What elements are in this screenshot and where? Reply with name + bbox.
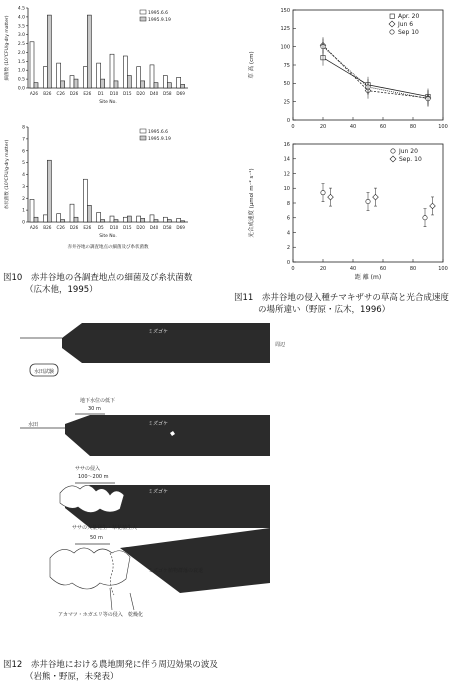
fig10-caption-line1: 図10 赤井谷地の各調査地点の細菌及び糸状菌数 xyxy=(3,273,193,283)
fig12-panel1-pond: 水田試験 xyxy=(34,369,55,375)
fig11b-xtick-label: 80 xyxy=(409,266,417,272)
fig11a-xtick-label: 40 xyxy=(349,124,357,130)
fig11b-point xyxy=(321,190,325,194)
fig12-panel3 xyxy=(60,465,270,528)
fig11b-ytick-label: 4 xyxy=(286,230,290,237)
fig11b-xtick-label: 40 xyxy=(349,266,357,272)
fig12-panel4-bog-body xyxy=(120,528,270,593)
fig10a-bar xyxy=(70,76,74,88)
fig11-top-chart xyxy=(245,0,460,135)
fig10-top-chart xyxy=(0,0,200,110)
fig10b-bar xyxy=(57,214,61,222)
fig10b-xtick-label: B26 xyxy=(43,225,52,230)
fig10b-xtick-label: D40 xyxy=(149,225,159,230)
fig10b-ytick-label: 8 xyxy=(22,125,25,131)
fig11b-xtick-label: 20 xyxy=(319,266,327,272)
fig10b-ytick-label: 4 xyxy=(22,173,25,178)
fig11b-ytick-label: 8 xyxy=(286,200,290,207)
fig10b-xtick-label: D58 xyxy=(163,225,172,230)
fig11a-series-line xyxy=(323,47,428,99)
fig10a-xtick-label: B26 xyxy=(43,91,52,96)
fig11a-xtick-label: 100 xyxy=(438,124,448,130)
fig10a-ytick-label: 2.5 xyxy=(17,42,25,48)
fig10b-bar xyxy=(177,218,181,222)
fig10a-xlabel: Site No. xyxy=(99,100,117,105)
fig11a-legend-label: Jun 6 xyxy=(398,21,414,28)
fig10a-xtick-label: D40 xyxy=(149,91,159,96)
fig10a-ytick-label: 0.5 xyxy=(17,77,25,83)
fig12-panel2-field: 水田 xyxy=(28,422,39,428)
fig10b-legend-swatch xyxy=(140,136,146,140)
fig11b-legend-marker xyxy=(391,149,395,153)
fig11b-ytick-label: 10 xyxy=(283,186,290,193)
fig10a-ytick-label: 1.5 xyxy=(17,59,25,65)
fig11a-legend-label: Apr. 20 xyxy=(398,13,420,20)
fig10b-xtick-label: D69 xyxy=(176,225,185,230)
fig11b-point xyxy=(328,194,334,200)
fig12-caption xyxy=(3,659,303,683)
fig10a-bar xyxy=(127,76,131,88)
fig10b-bar xyxy=(150,215,154,222)
fig10a-bar xyxy=(167,83,171,88)
fig11b-xlabel: 距 離 (m) xyxy=(354,274,382,281)
fig11a-legend-label: Sep 10 xyxy=(398,29,419,36)
fig11a-xtick-label: 20 xyxy=(319,124,327,130)
fig10a-bar xyxy=(47,15,51,88)
fig10-bottom-chart xyxy=(0,115,200,255)
fig10a-bar xyxy=(141,81,145,88)
fig10a-bar xyxy=(30,42,34,88)
fig10-bottom-chart-svg xyxy=(0,115,200,255)
fig12-panel4-label2: 50 m xyxy=(90,535,103,541)
fig10a-bar xyxy=(87,15,91,88)
fig11a-legend-marker xyxy=(390,30,394,34)
fig12-diagram-svg xyxy=(0,318,300,653)
fig11a-xtick-label: 0 xyxy=(291,124,295,130)
fig11b-xtick-label: 60 xyxy=(379,266,387,272)
fig12-panel3-label2: 100～200 m xyxy=(78,474,109,480)
fig11-top-chart-svg xyxy=(245,0,460,135)
fig12-panel1-label: ミズゴケ xyxy=(148,329,169,335)
fig10a-xtick-label: E26 xyxy=(83,91,92,96)
fig10a-bar xyxy=(181,84,185,88)
fig10a-xtick-label: D58 xyxy=(163,91,172,96)
fig10-caption xyxy=(3,272,233,296)
fig11a-frame xyxy=(293,10,443,120)
fig10b-ytick-label: 3 xyxy=(22,184,25,190)
fig10a-xtick-label: D20 xyxy=(136,91,145,96)
fig11a-xtick-label: 60 xyxy=(379,124,387,130)
fig10-site-caption: 赤井谷地の調査地点の細菌及び糸状菌数 xyxy=(67,245,149,250)
fig10a-legend-label: 1995.6.6 xyxy=(148,11,169,16)
fig10a-bar xyxy=(154,83,158,88)
fig11a-series-line xyxy=(323,58,428,97)
fig11b-point xyxy=(366,199,370,203)
fig10b-ytick-label: 2 xyxy=(22,196,25,202)
fig11b-ytick-label: 2 xyxy=(286,245,290,252)
fig11-bottom-chart-svg xyxy=(245,136,460,288)
fig10b-bar xyxy=(167,220,171,222)
fig10b-ytick-label: 0 xyxy=(22,220,25,226)
fig10a-xtick-label: D26 xyxy=(69,91,79,96)
fig11b-legend-label: Sep. 10 xyxy=(399,156,422,163)
fig10-caption-line2: （広木他，1995） xyxy=(25,285,98,295)
fig10a-xtick-label: D10 xyxy=(109,91,119,96)
fig10a-bar xyxy=(101,79,105,88)
fig10b-bar xyxy=(97,213,101,223)
fig10a-legend-label: 1995.9.19 xyxy=(148,18,171,23)
fig10b-ytick-label: 6 xyxy=(22,149,25,155)
fig10b-bar xyxy=(83,179,87,222)
fig10a-ytick-label: 4.5 xyxy=(17,6,25,12)
fig12-caption-line2: （岩熊・野原，未発表） xyxy=(25,672,119,682)
fig10a-bar xyxy=(110,54,114,88)
fig11a-series-line xyxy=(323,45,428,98)
fig10b-bar xyxy=(61,220,65,222)
fig10b-bar xyxy=(154,220,158,222)
fig10a-ytick-label: 2.0 xyxy=(17,50,25,56)
fig10b-bar xyxy=(127,216,131,222)
fig11a-legend-marker xyxy=(389,21,395,27)
fig11a-ytick-label: 100 xyxy=(280,44,290,51)
fig11b-ytick-label: 16 xyxy=(283,141,290,148)
fig10b-bar xyxy=(74,217,78,222)
fig12-panel4 xyxy=(50,524,270,618)
fig12-panel1-edge: 周辺 xyxy=(275,342,286,348)
fig10b-ytick-label: 5 xyxy=(22,161,25,167)
fig10b-bar xyxy=(70,204,74,222)
fig12-panel3-label1: ササの侵入 xyxy=(75,466,101,472)
fig10b-xtick-label: D15 xyxy=(123,225,132,230)
fig11a-ytick-label: 50 xyxy=(283,81,290,88)
fig10a-ytick-label: 0.0 xyxy=(17,86,25,92)
fig10a-bar xyxy=(177,77,181,88)
fig10-top-chart-svg xyxy=(0,0,200,110)
fig10a-ylabel: 細菌数 (10⁷CFU/g·dry matter) xyxy=(5,15,10,81)
fig10a-xtick-label: D1 xyxy=(97,91,104,96)
fig11b-point xyxy=(423,216,427,220)
fig10a-xtick-label: A26 xyxy=(29,91,39,96)
fig12-diagram xyxy=(0,318,300,653)
fig10b-bar xyxy=(43,215,47,222)
fig10b-legend-swatch xyxy=(140,129,146,133)
fig10b-bar xyxy=(141,218,145,222)
fig10b-xtick-label: D20 xyxy=(136,225,145,230)
fig10b-bar xyxy=(163,217,167,222)
fig10a-bar xyxy=(163,76,167,88)
fig10b-xtick-label: E26 xyxy=(83,225,92,230)
fig10a-bar xyxy=(150,65,154,88)
fig10a-xtick-label: D69 xyxy=(176,91,185,96)
fig10b-bar xyxy=(137,216,141,222)
fig10a-legend-swatch xyxy=(140,17,146,21)
fig11b-ytick-label: 14 xyxy=(283,156,290,163)
fig11a-ylabel: 草 高 (cm) xyxy=(249,51,255,79)
fig10a-bar xyxy=(123,56,127,88)
fig10a-ytick-label: 3.5 xyxy=(17,24,25,30)
fig11-caption xyxy=(234,292,466,316)
fig11-bottom-chart xyxy=(245,136,460,288)
fig10b-xlabel: Site No. xyxy=(99,234,117,239)
fig10b-bar xyxy=(114,220,118,222)
fig10a-ytick-label: 3.0 xyxy=(17,33,25,39)
fig11b-legend-label: Jun 20 xyxy=(399,148,418,155)
fig10b-xtick-label: D26 xyxy=(69,225,79,230)
fig12-panel2 xyxy=(20,397,270,456)
fig10b-xtick-label: A26 xyxy=(29,225,39,230)
fig11b-xtick-label: 100 xyxy=(438,266,448,272)
fig10b-ylabel: 糸状菌数 (10⁵CFU/g·dry matter) xyxy=(5,139,10,210)
fig10b-ytick-label: 7 xyxy=(22,137,25,143)
fig10b-bar xyxy=(30,199,34,222)
fig10b-bar xyxy=(181,221,185,222)
fig10b-bar xyxy=(47,160,51,222)
fig10a-ytick-label: 4.0 xyxy=(17,15,25,21)
fig11a-xtick-label: 80 xyxy=(409,124,417,130)
fig11a-ytick-label: 0 xyxy=(286,117,290,124)
fig11b-ytick-label: 6 xyxy=(286,215,290,222)
fig12-panel2-label: ミズゴケ xyxy=(148,421,169,427)
fig10b-bar xyxy=(34,217,38,222)
fig10b-bar xyxy=(123,217,127,222)
fig11a-ytick-label: 25 xyxy=(283,99,290,106)
fig12-panel4-bamboo-mass xyxy=(50,548,130,589)
fig11-caption-line2: の場所違い（野原・広木，1996） xyxy=(258,305,391,315)
fig12-panel4-label1: ササの大量発生・草花植生大 xyxy=(72,525,138,531)
fig11b-point xyxy=(373,194,379,200)
fig10a-bar xyxy=(43,67,47,88)
fig10a-bar xyxy=(57,63,61,88)
fig11b-legend-marker xyxy=(390,156,396,162)
fig10b-xtick-label: D5 xyxy=(97,225,104,230)
fig12-panel3-label: ミズゴケ xyxy=(148,489,169,495)
fig12-panel4-bottom1: アカマツ・ホガエリ等の侵入 xyxy=(58,612,123,618)
fig10a-xtick-label: D15 xyxy=(123,91,132,96)
fig10a-legend-swatch xyxy=(140,10,146,14)
fig10b-bar xyxy=(101,220,105,222)
fig10a-bar xyxy=(114,81,118,88)
fig11a-ytick-label: 125 xyxy=(280,26,290,33)
fig10b-bar xyxy=(87,205,91,222)
fig12-panel2-dist-label2: 30 m xyxy=(88,406,101,412)
fig12-panel4-bottom2: 乾燥化 xyxy=(128,612,144,618)
fig10b-bar xyxy=(110,216,114,222)
fig11b-point xyxy=(430,203,436,209)
fig12-panel2-dist-label1: 地下水位の低下 xyxy=(80,398,116,404)
fig10a-ytick-label: 1.0 xyxy=(17,68,25,74)
fig10b-ytick-label: 1 xyxy=(22,208,25,214)
fig10a-bar xyxy=(97,63,101,88)
fig10a-bar xyxy=(34,83,38,88)
fig11b-ylabel: 光合成速度 (μmol m⁻² s⁻¹) xyxy=(249,168,255,238)
fig10b-xtick-label: C26 xyxy=(56,225,65,230)
fig12-caption-line1: 図12 赤井谷地における農地開発に伴う周辺効果の波及 xyxy=(3,660,218,670)
fig11a-ytick-label: 150 xyxy=(280,7,290,14)
fig12-panel4-label: ミズゴケ植物群落の衰退 xyxy=(148,568,204,574)
fig10b-legend-label: 1995.6.6 xyxy=(148,130,169,135)
fig11b-ytick-label: 0 xyxy=(286,259,290,266)
fig10a-bar xyxy=(61,81,65,88)
fig12-panel1 xyxy=(20,323,290,376)
fig10a-bar xyxy=(83,67,87,88)
fig11a-ytick-label: 75 xyxy=(283,62,290,69)
fig11b-xtick-label: 0 xyxy=(291,266,295,272)
fig10a-bar xyxy=(74,79,78,88)
fig10a-bar xyxy=(137,67,141,88)
fig11a-legend-marker xyxy=(390,14,394,18)
fig10b-legend-label: 1995.9.19 xyxy=(148,137,171,142)
fig11b-ytick-label: 12 xyxy=(283,171,290,178)
fig11-caption-line1: 図11 赤井谷地の侵入種チマキザサの草高と光合成速度 xyxy=(234,293,449,303)
fig10b-xtick-label: D10 xyxy=(109,225,119,230)
fig10a-xtick-label: C26 xyxy=(56,91,65,96)
